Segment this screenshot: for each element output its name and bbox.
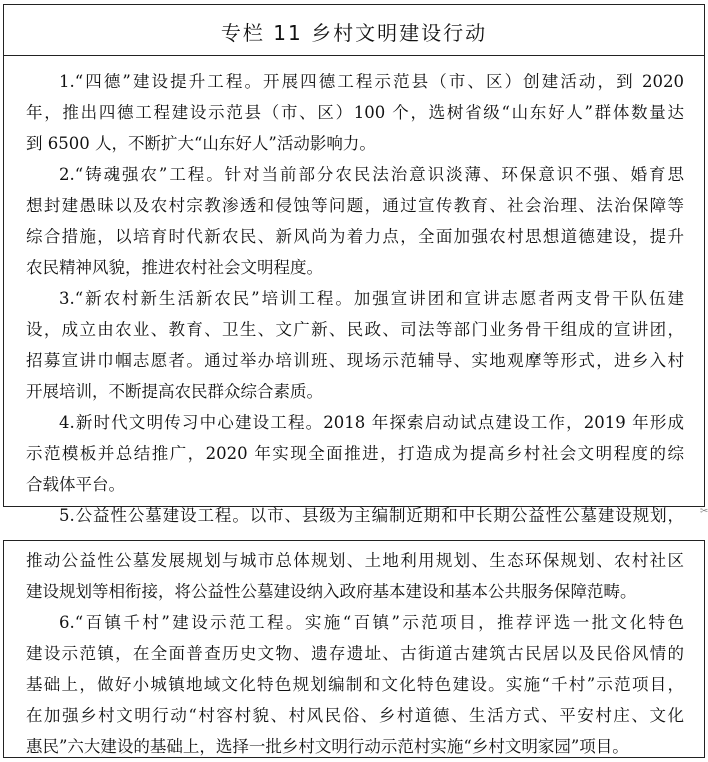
text-line: 3.“新农村新生活新农民”培训工程。加强宣讲团和宣讲志愿者两支骨干队伍建 — [59, 289, 684, 308]
text-line: 建设示范镇，在全面普查历史文物、遗存遗址、古街道古建筑古民居以及民俗风情的 — [26, 644, 684, 663]
text-line: 合载体平台。 — [26, 475, 125, 494]
text-line: 年，推出四德工程建设示范县（市、区）100 个，选树省级“山东好人”群体数量达 — [26, 103, 684, 122]
text-line: 建设规划等相衔接，将公益性公墓建设纳入政府基本建设和基本公共服务保障范畴。 — [26, 582, 637, 601]
text-line: 想封建愚昧以及农村宗教渗透和侵蚀等问题，通过宣传教育、社会治理、法治保障等 — [26, 196, 684, 215]
column-title-box — [3, 4, 705, 56]
page-break-marker: ✂ — [700, 506, 708, 517]
column-body-page-2 — [3, 540, 705, 758]
text-line: 4.新时代文明传习中心建设工程。2018 年探索启动试点建设工作，2019 年形成 — [59, 413, 684, 432]
text-line: 惠民”六大建设的基础上，选择一批乡村文明行动示范村实施“乡村文明家园”项目。 — [26, 737, 629, 756]
text-line: 推动公益性公墓发展规划与城市总体规划、土地利用规划、生态环保规划、农村社区 — [26, 551, 684, 570]
text-line: 农民精神风貌，推进农村社会文明程度。 — [26, 258, 323, 277]
text-line: 设，成立由农业、教育、卫生、文广新、民政、司法等部门业务骨干组成的宣讲团， — [26, 320, 684, 339]
text-line: 1.“四德”建设提升工程。开展四德工程示范县（市、区）创建活动，到 2020 — [59, 72, 684, 91]
text-line: 6.“百镇千村”建设示范工程。实施“百镇”示范项目，推荐评选一批文化特色 — [59, 613, 684, 632]
text-line: 示范模板并总结推广，2020 年实现全面推进，打造成为提高乡村社会文明程度的综 — [26, 444, 684, 463]
text-line: 5.公益性公墓建设工程。以市、县级为主编制近期和中长期公益性公墓建设规划， — [59, 506, 684, 525]
text-line: 基础上，做好小城镇地域文化特色规划编制和文化特色建设。实施“千村”示范项目， — [26, 675, 684, 694]
text-line: 到 6500 人，不断扩大“山东好人”活动影响力。 — [26, 134, 376, 153]
text-line: 2.“铸魂强农”工程。针对当前部分农民法治意识淡薄、环保意识不强、婚育思 — [59, 165, 684, 184]
column-title: 专栏 11 乡村文明建设行动 — [220, 21, 488, 45]
text-line: 综合措施，以培育时代新农民、新风尚为着力点，全面加强农村思想道德建设，提升 — [26, 227, 684, 246]
text-line: 招募宣讲巾帼志愿者。通过举办培训班、现场示范辅导、实地观摩等形式，进乡入村 — [26, 351, 684, 370]
column-body-page-1 — [3, 56, 705, 525]
text-line: 在加强乡村文明行动“村容村貌、村风民俗、乡村道德、生活方式、平安村庄、文化 — [26, 706, 684, 725]
text-line: 开展培训，不断提高农民群众综合素质。 — [26, 382, 323, 401]
